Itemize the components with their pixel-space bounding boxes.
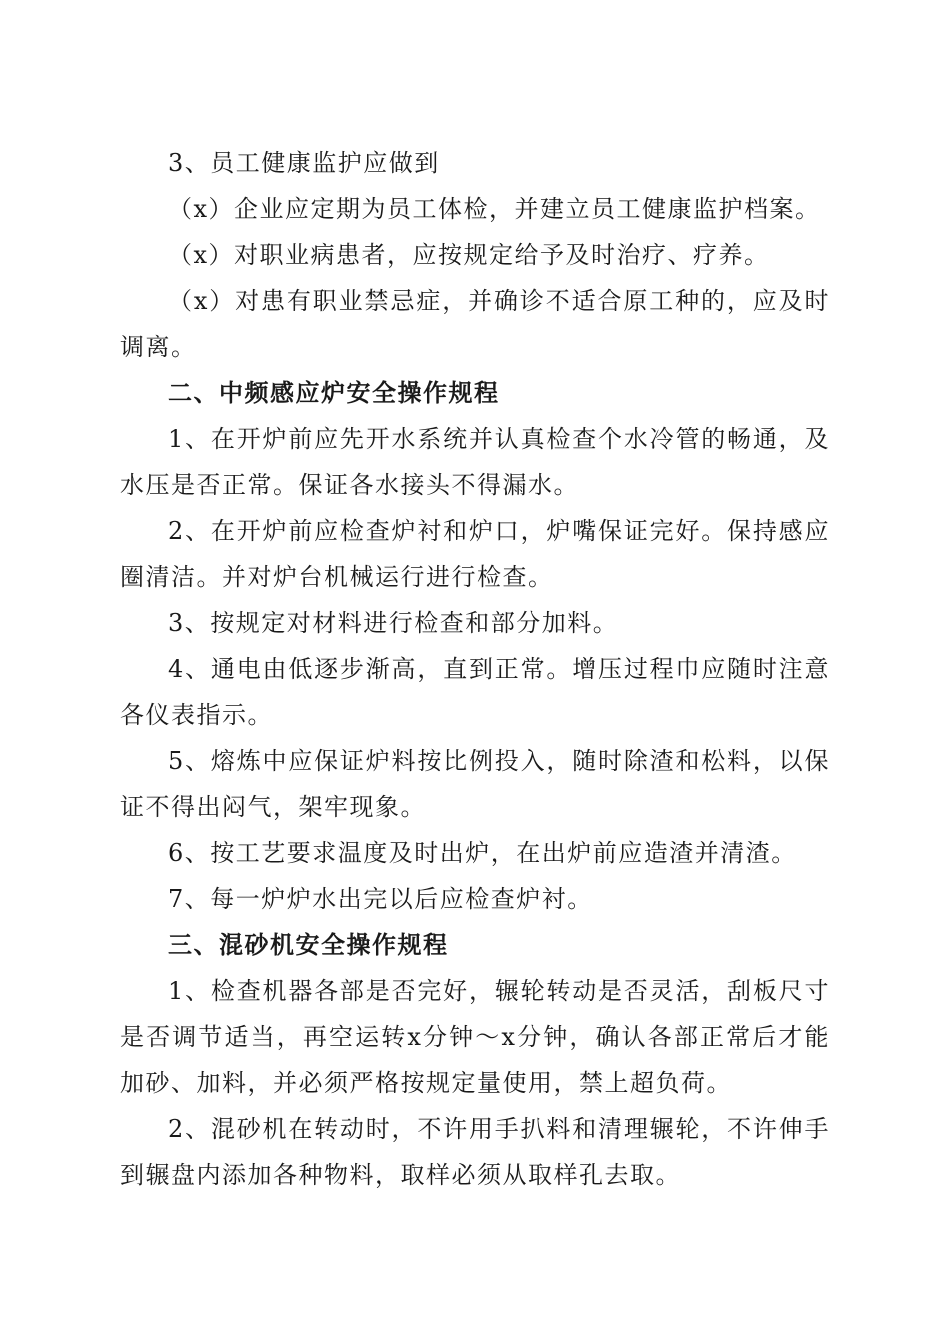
paragraph-furnace-step-2: 2、在开炉前应检查炉衬和炉口，炉嘴保证完好。保持感应圈清洁。并对炉台机械运行进行检查。 (120, 517, 830, 591)
paragraph-furnace-step-5: 5、熔炼中应保证炉料按比例投入，随时除渣和松料，以保证不得出闷气，架牢现象。 (120, 747, 830, 821)
paragraph-furnace-step-7: 7、每一炉炉水出完以后应检查炉衬。 (168, 885, 593, 913)
paragraph-health-checkup: （x）企业应定期为员工体检，并建立员工健康监护档案。 (168, 195, 821, 223)
paragraph-disease-treatment: （x）对职业病患者，应按规定给予及时治疗、疗养。 (168, 241, 770, 269)
paragraph-furnace-step-3: 3、按规定对材料进行检查和部分加料。 (168, 609, 619, 637)
paragraph-health-monitoring: 3、员工健康监护应做到 (168, 149, 440, 177)
paragraph-furnace-step-6: 6、按工艺要求温度及时出炉，在出炉前应造渣并清渣。 (168, 839, 797, 867)
document-body (120, 140, 830, 1198)
paragraph-mixer-step-1: 1、检查机器各部是否完好，辗轮转动是否灵活，刮板尺寸是否调节适当，再空运转x分钟～x分钟，确认各部正常后才能加砂、加料，并必须严格按规定量使用，禁上超负荷。 (120, 977, 830, 1097)
paragraph-furnace-step-4: 4、通电由低逐步渐高，直到正常。增压过程巾应随时注意各仪表指示。 (120, 655, 830, 729)
paragraph-mixer-step-2: 2、混砂机在转动时，不许用手扒料和清理辗轮，不许伸手到辗盘内添加各种物料，取样必须从取样孔去取。 (120, 1115, 830, 1189)
heading-sand-mixer: 三、混砂机安全操作规程 (168, 931, 449, 959)
heading-induction-furnace: 二、中频感应炉安全操作规程 (168, 379, 500, 407)
paragraph-contraindication: （x）对患有职业禁忌症，并确诊不适合原工种的，应及时调离。 (120, 287, 830, 361)
paragraph-furnace-step-1: 1、在开炉前应先开水系统并认真检查个水冷管的畅通，及水压是否正常。保证各水接头不得漏水。 (120, 425, 830, 499)
